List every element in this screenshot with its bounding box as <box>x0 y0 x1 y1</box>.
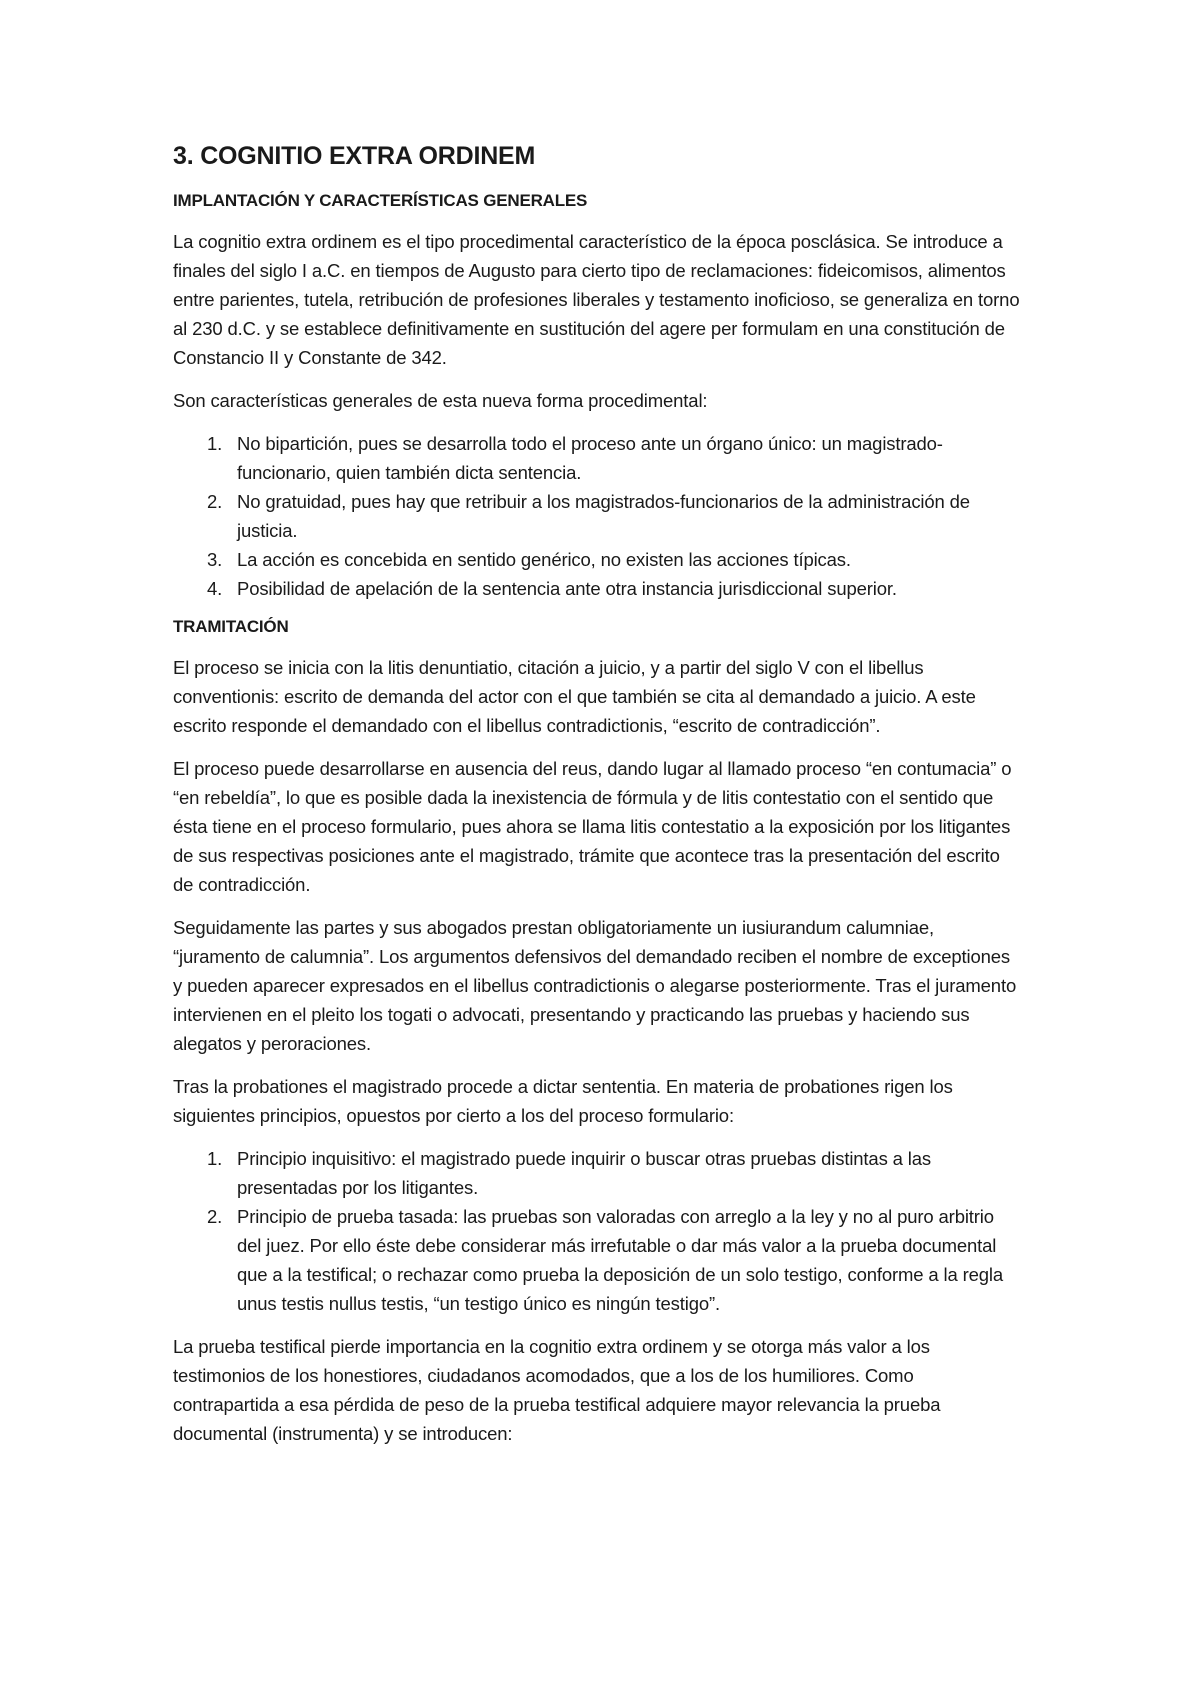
list-item <box>173 1202 1023 1318</box>
list-number: 3. <box>207 549 223 570</box>
numbered-list-principios <box>173 1144 1023 1318</box>
paragraph: Tras la probationes el magistrado procede a dictar sententia. En materia de probationes rigen los siguientes principios, opuestos por cierto a los del proceso formulario: <box>173 1076 953 1126</box>
section-heading-implantacion: IMPLANTACIÓN Y CARACTERÍSTICAS GENERALES <box>173 191 588 210</box>
list-item <box>173 487 1023 545</box>
list-item <box>173 574 1023 603</box>
list-item-text: Posibilidad de apelación de la sentencia ante otra instancia jurisdiccional superior. <box>237 578 897 599</box>
list-item-text: No gratuidad, pues hay que retribuir a los magistrados-funcionarios de la administración de justicia. <box>237 491 970 541</box>
section-heading-tramitacion: TRAMITACIÓN <box>173 617 289 636</box>
paragraph: Seguidamente las partes y sus abogados prestan obligatoriamente un iusiurandum calumniae, “juramento de calumnia”. Los argumentos defensivos del demandado reciben el nombre de exceptiones y pueden aparecer expresados en el libellus contradictionis o alegarse posteriormente. Tras el juramento intervienen en el pleito los togati o advocati, presentando y practicando las pruebas y haciendo sus alegatos y peroraciones. <box>173 917 1017 1054</box>
list-number: 2. <box>207 1206 223 1227</box>
list-item-text: Principio de prueba tasada: las pruebas son valoradas con arreglo a la ley y no al puro arbitrio del juez. Por ello éste debe considerar más irrefutable o dar más valor a la prueba documental que a la testifical; o rechazar como prueba la deposición de un solo testigo, conforme a la regla unus testis nullus testis, “un testigo único es ningún testigo”. <box>237 1206 1003 1314</box>
list-item <box>173 1144 1023 1202</box>
list-number: 2. <box>207 491 223 512</box>
list-item <box>173 545 1023 574</box>
paragraph: La prueba testifical pierde importancia en la cognitio extra ordinem y se otorga más valor a los testimonios de los honestiores, ciudadanos acomodados, que a los de los humiliores. Como contrapartida a esa pérdida de peso de la prueba testifical adquiere mayor relevancia la prueba documental (instrumenta) y se introducen: <box>173 1336 941 1444</box>
list-item-text: No bipartición, pues se desarrolla todo el proceso ante un órgano único: un magistrado-funcionario, quien también dicta sentencia. <box>237 433 943 483</box>
paragraph: La cognitio extra ordinem es el tipo procedimental característico de la época posclásica. Se introduce a finales del siglo I a.C. en tiempos de Augusto para cierto tipo de reclamaciones: fideicomisos, alimentos entre parientes, tutela, retribución de profesiones liberales y testamento inoficioso, se generaliza en torno al 230 d.C. y se establece definitivamente en sustitución del agere per formulam en una constitución de Constancio II y Constante de 342. <box>173 231 1020 368</box>
list-number: 1. <box>207 433 223 454</box>
list-number: 1. <box>207 1148 223 1169</box>
paragraph: Son características generales de esta nueva forma procedimental: <box>173 390 708 411</box>
list-item-text: Principio inquisitivo: el magistrado puede inquirir o buscar otras pruebas distintas a las presentadas por los litigantes. <box>237 1148 931 1198</box>
document-page <box>173 142 1023 1462</box>
numbered-list-caracteristicas <box>173 429 1023 603</box>
list-item-text: La acción es concebida en sentido genérico, no existen las acciones típicas. <box>237 549 851 570</box>
paragraph: El proceso puede desarrollarse en ausencia del reus, dando lugar al llamado proceso “en contumacia” o “en rebeldía”, lo que es posible dada la inexistencia de fórmula y de litis contestatio con el sentido que ésta tiene en el proceso formulario, pues ahora se llama litis contestatio a la exposición por los litigantes de sus respectivas posiciones ante el magistrado, trámite que acontece tras la presentación del escrito de contradicción. <box>173 758 1012 895</box>
list-number: 4. <box>207 578 223 599</box>
list-item <box>173 429 1023 487</box>
paragraph: El proceso se inicia con la litis denuntiatio, citación a juicio, y a partir del siglo V con el libellus conventionis: escrito de demanda del actor con el que también se cita al demandado a juicio. A este escrito responde el demandado con el libellus contradictionis, “escrito de contradicción”. <box>173 657 976 736</box>
document-title: 3. COGNITIO EXTRA ORDINEM <box>173 142 536 170</box>
